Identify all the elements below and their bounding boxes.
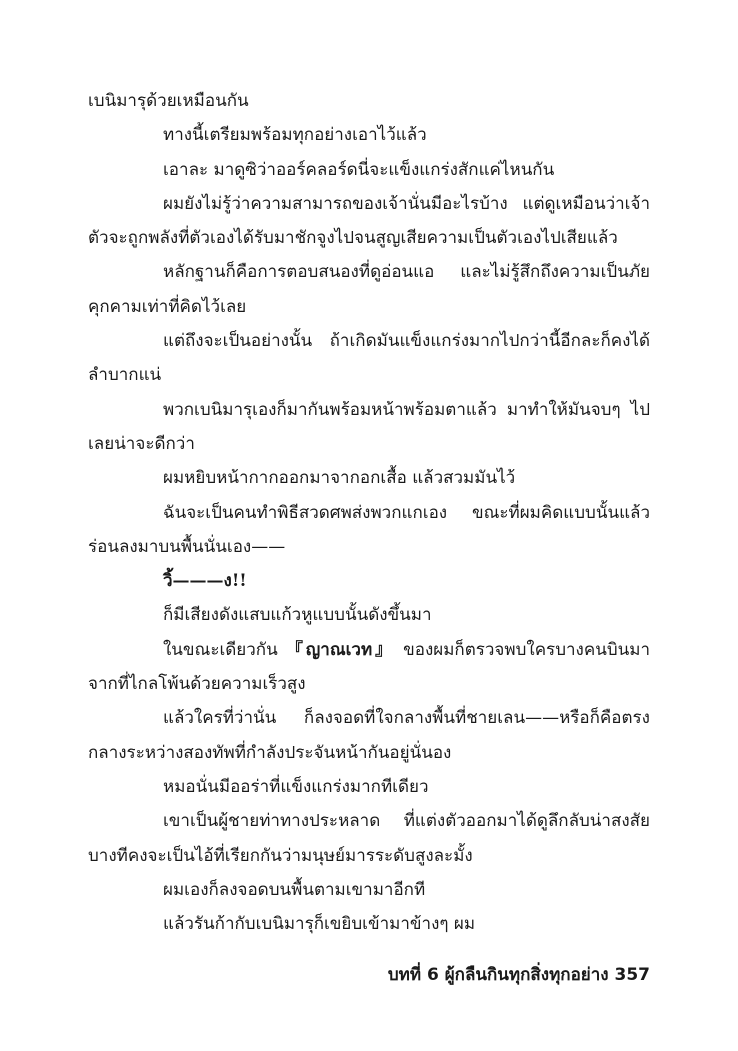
paragraph: แล้วรันก้ากับเบนิมารุก็เขยิบเข้ามาข้างๆ ผม: [163, 914, 476, 935]
paragraph: เบนิมารุด้วยเหมือนกัน: [88, 91, 249, 111]
paragraph: ผมหยิบหน้ากากออกมาจากอกเสื้อ แล้วสวมมันไว้: [163, 468, 516, 489]
paragraph: แล้วใครที่ว่านั่น ก็ลงจอดที่ใจกลางพื้นที่ชายเลน——หรือก็คือตรงกลางระหว่างสองทัพที่กำลังประจันหน้ากันอยู่นั่นอง: [88, 708, 650, 763]
paragraph: ก็มีเสียงดังแสบแก้วหูแบบนั้นดังขึ้นมา: [163, 605, 432, 626]
paragraph: ทางนี้เตรียมพร้อมทุกอย่างเอาไว้แล้ว: [163, 125, 427, 146]
paragraph: หลักฐานก็คือการตอบสนองที่ดูอ่อนแอ และไม่รู้สึกถึงความเป็นภัยคุกคามเท่าที่คิดไว้เลย: [88, 262, 650, 317]
paragraph: หมอนั่นมีออร่าที่แข็งแกร่งมากทีเดียว: [163, 776, 429, 797]
paragraph: พวกเบนิมารุเองก็มากันพร้อมหน้าพร้อมตาแล้ว มาทำให้มันจบๆ ไปเลยน่าจะดีกว่า: [88, 399, 650, 454]
paragraph: [88, 633, 650, 702]
sound-effect-line: วิ้———ง!!: [163, 571, 247, 592]
skill-name: 『ญาณเวท』: [285, 639, 395, 660]
paragraph: ฉันจะเป็นคนทำพิธีสวดศพส่งพวกแกเอง ขณะที่ผมคิดแบบนั้นแล้วร่อนลงมาบนพื้นนั่นเอง——: [88, 502, 650, 557]
paragraph: แต่ถึงจะเป็นอย่างนั้น ถ้าเกิดมันแข็งแกร่งมากไปกว่านี้อีกละก็คงได้ลำบากแน่: [88, 331, 650, 386]
paragraph-text: ในขณะเดียวกัน: [163, 639, 286, 660]
paragraph-text: ของผมก็ตรวจพบใครบางคนบินมาจากที่ไกลโพ้นด้วยความเร็วสูง: [88, 639, 650, 695]
paragraph: เขาเป็นผู้ชายท่าทางประหลาด ที่แต่งตัวออกมาได้ดูลึกลับน่าสงสัยบางทีคงจะเป็นไอ้ที่เรียกกันว่ามนุษย์มารระดับสูงละมั้ง: [88, 811, 650, 866]
body-text: [88, 84, 650, 941]
paragraph: ผมเองก็ลงจอดบนพื้นตามเขามาอีกที: [163, 879, 426, 900]
paragraph: ผมยังไม่รู้ว่าความสามารถของเจ้านั่นมีอะไรบ้าง แต่ดูเหมือนว่าเจ้าตัวจะถูกพลังที่ตัวเองได้รับมาชักจูงไปจนสูญเสียความเป็นตัวเองไปเสียแล้ว: [88, 193, 650, 249]
page-footer: บทที่ 6 ผู้กลืนกินทุกสิ่งทุกอย่าง 357: [387, 965, 650, 985]
paragraph: เอาละ มาดูซิว่าออร์คลอร์ดนี่จะแข็งแกร่งสักแค่ไหนกัน: [163, 159, 555, 180]
